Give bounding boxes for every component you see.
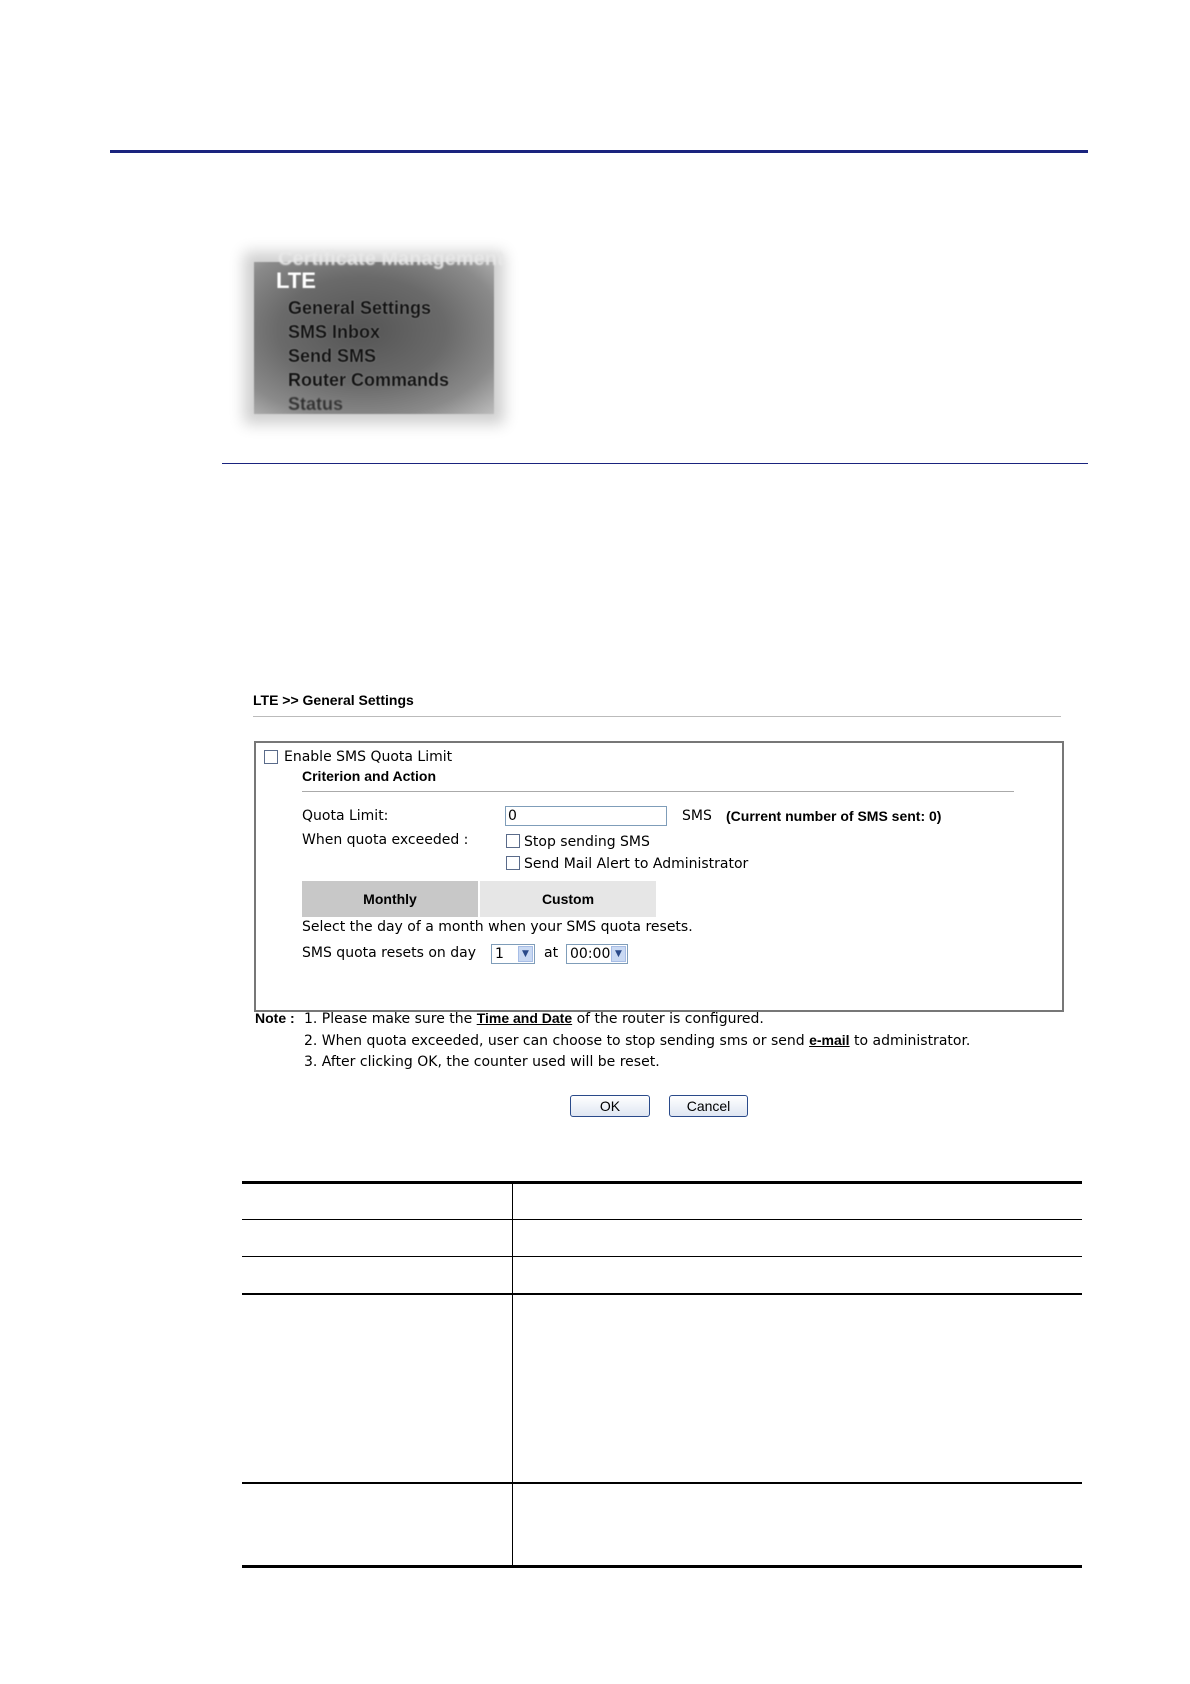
mail-alert-label: Send Mail Alert to Administrator [524,856,749,872]
table-row-rule [242,1482,1082,1484]
select-day-instruction: Select the day of a month when your SMS quota resets. [302,919,693,935]
criterion-rule [302,791,1014,792]
quota-exceeded-label: When quota exceeded : [302,832,469,848]
chevron-down-icon: ▼ [518,946,533,962]
note-2-text-end: to administrator. [849,1033,971,1049]
stop-sending-label: Stop sending SMS [524,834,650,850]
table-row-rule [242,1293,1082,1295]
table-row-rule [242,1219,1082,1220]
header-rule [110,150,1088,153]
reset-time-value: 00:00 [570,946,611,962]
menu-item-certificate-management: Certificate Management [278,248,504,270]
enable-sms-quota-checkbox[interactable] [264,750,278,764]
cancel-button[interactable]: Cancel [669,1095,748,1117]
tab-monthly[interactable]: Monthly [302,881,478,917]
note-1-text: 1. Please make sure the [304,1011,477,1027]
menu-item-send-sms[interactable]: Send SMS [288,346,377,366]
quota-limit-input[interactable] [505,806,667,826]
section-rule [222,463,1088,464]
tab-custom[interactable]: Custom [480,881,656,917]
table-top-rule [242,1181,1082,1184]
time-and-date-link[interactable]: Time and Date [476,1010,573,1026]
note-label: Note : [255,1010,295,1026]
reset-day-value: 1 [495,946,504,962]
menu-item-general-settings[interactable]: General Settings [288,298,432,318]
mail-alert-checkbox[interactable] [506,856,520,870]
quota-unit: SMS [682,808,712,824]
note-2 [304,1032,970,1049]
menu-item-sms-inbox[interactable]: SMS Inbox [288,322,381,342]
table-bottom-rule [242,1565,1082,1568]
stop-sending-checkbox[interactable] [506,834,520,848]
reset-day-label: SMS quota resets on day [302,945,476,961]
menu-item-status[interactable]: Status [288,394,344,414]
note-3: 3. After clicking OK, the counter used will be reset. [304,1054,660,1070]
sms-quota-panel [254,741,1064,1012]
table-row-rule [242,1256,1082,1257]
reset-day-select[interactable] [491,944,535,964]
breadcrumb: LTE >> General Settings [253,692,414,708]
table-column-divider [512,1181,513,1565]
note-1 [304,1010,764,1027]
menu-section-lte[interactable]: LTE [276,268,316,293]
enable-sms-quota-label: Enable SMS Quota Limit [284,749,453,765]
note-1-text-end: of the router is configured. [572,1011,764,1027]
at-label: at [544,945,559,961]
menu-screenshot [254,248,504,414]
criterion-heading: Criterion and Action [302,768,437,784]
note-2-text: 2. When quota exceeded, user can choose to stop sending sms or send [304,1033,810,1049]
ok-button[interactable]: OK [570,1095,650,1117]
email-link[interactable]: e-mail [809,1032,850,1048]
menu-item-router-commands[interactable]: Router Commands [288,370,450,390]
breadcrumb-rule [253,716,1061,717]
chevron-down-icon: ▼ [611,946,626,962]
quota-limit-label: Quota Limit: [302,808,389,824]
current-sms-count: (Current number of SMS sent: 0) [726,808,942,824]
reset-time-select[interactable] [566,944,628,964]
